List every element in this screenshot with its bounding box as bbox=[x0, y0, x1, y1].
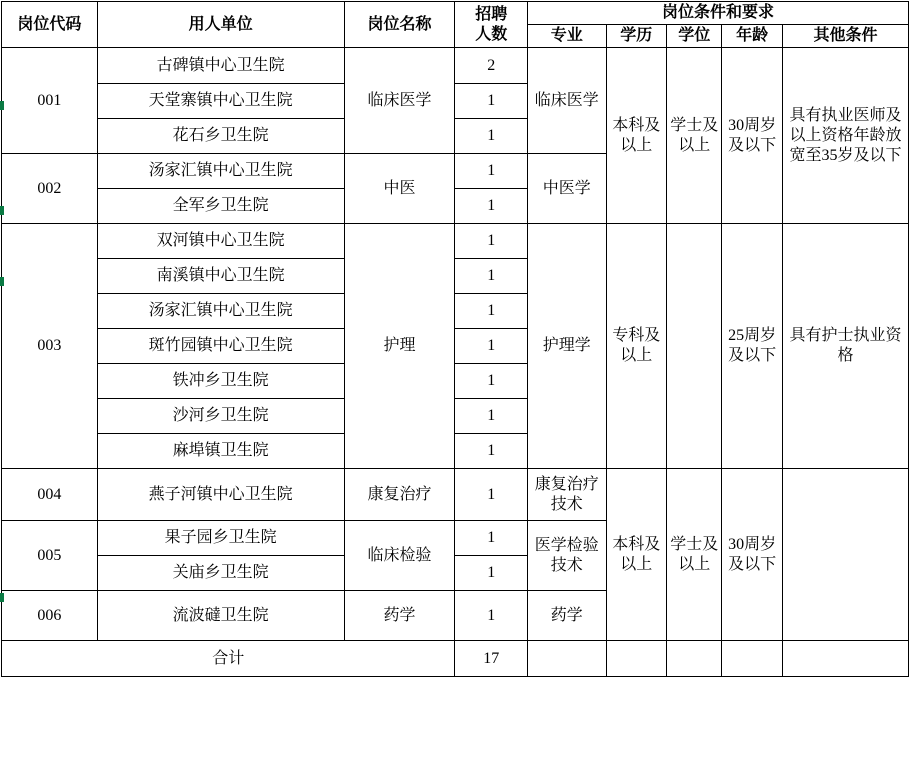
header-code: 岗位代码 bbox=[2, 2, 98, 48]
cell-count: 1 bbox=[455, 189, 528, 224]
cell-count: 1 bbox=[455, 84, 528, 119]
cell-count: 1 bbox=[455, 556, 528, 591]
cell-count: 1 bbox=[455, 434, 528, 469]
cell-code: 003 bbox=[2, 224, 98, 469]
table-header-row-1 bbox=[2, 2, 909, 25]
table-total-row bbox=[2, 641, 909, 677]
cell-other: 具有护士执业资格 bbox=[782, 224, 908, 469]
cell-education: 本科及以上 bbox=[606, 469, 666, 641]
cell-post-name: 临床检验 bbox=[344, 521, 455, 591]
cell-unit: 麻埠镇卫生院 bbox=[97, 434, 344, 469]
cell-major: 康复治疗技术 bbox=[527, 469, 606, 521]
header-recruit-count bbox=[455, 2, 528, 48]
cell-count: 1 bbox=[455, 364, 528, 399]
recruitment-table bbox=[1, 1, 909, 677]
cell-count: 1 bbox=[455, 224, 528, 259]
cell-post-name: 临床医学 bbox=[344, 48, 455, 154]
total-education-empty bbox=[606, 641, 666, 677]
cell-degree bbox=[667, 224, 722, 469]
cell-code: 002 bbox=[2, 154, 98, 224]
recruitment-table-sheet bbox=[0, 1, 911, 765]
row-marker-tick bbox=[0, 206, 4, 215]
cell-code: 005 bbox=[2, 521, 98, 591]
cell-count: 1 bbox=[455, 329, 528, 364]
cell-count: 1 bbox=[455, 119, 528, 154]
cell-post-name: 护理 bbox=[344, 224, 455, 469]
row-marker-tick bbox=[0, 101, 4, 110]
cell-unit: 双河镇中心卫生院 bbox=[97, 224, 344, 259]
cell-unit: 果子园乡卫生院 bbox=[97, 521, 344, 556]
cell-unit: 关庙乡卫生院 bbox=[97, 556, 344, 591]
cell-post-name: 药学 bbox=[344, 591, 455, 641]
cell-unit: 汤家汇镇中心卫生院 bbox=[97, 154, 344, 189]
cell-count: 2 bbox=[455, 48, 528, 84]
cell-major: 中医学 bbox=[527, 154, 606, 224]
cell-unit: 古碑镇中心卫生院 bbox=[97, 48, 344, 84]
cell-education: 专科及以上 bbox=[606, 224, 666, 469]
cell-code: 006 bbox=[2, 591, 98, 641]
cell-education: 本科及以上 bbox=[606, 48, 666, 224]
total-label: 合计 bbox=[2, 641, 455, 677]
total-degree-empty bbox=[667, 641, 722, 677]
cell-major: 药学 bbox=[527, 591, 606, 641]
cell-unit: 铁冲乡卫生院 bbox=[97, 364, 344, 399]
header-age: 年龄 bbox=[722, 25, 782, 48]
header-recruit-count-line2: 人数 bbox=[475, 25, 508, 43]
total-count: 17 bbox=[455, 641, 528, 677]
header-other: 其他条件 bbox=[782, 25, 908, 48]
cell-age: 30周岁及以下 bbox=[722, 469, 782, 641]
header-recruit-count-line1: 招聘 bbox=[475, 5, 508, 23]
header-post-name: 岗位名称 bbox=[344, 2, 455, 48]
cell-major: 护理学 bbox=[527, 224, 606, 469]
table-row bbox=[2, 224, 909, 259]
cell-unit: 全军乡卫生院 bbox=[97, 189, 344, 224]
cell-count: 1 bbox=[455, 154, 528, 189]
header-unit: 用人单位 bbox=[97, 2, 344, 48]
cell-other bbox=[782, 469, 908, 641]
header-degree: 学位 bbox=[667, 25, 722, 48]
cell-major: 临床医学 bbox=[527, 48, 606, 154]
cell-code: 004 bbox=[2, 469, 98, 521]
cell-age: 25周岁及以下 bbox=[722, 224, 782, 469]
cell-count: 1 bbox=[455, 469, 528, 521]
cell-unit: 流波䃮卫生院 bbox=[97, 591, 344, 641]
cell-count: 1 bbox=[455, 399, 528, 434]
row-marker-tick bbox=[0, 593, 4, 602]
cell-unit: 南溪镇中心卫生院 bbox=[97, 259, 344, 294]
header-major: 专业 bbox=[527, 25, 606, 48]
row-marker-tick bbox=[0, 277, 4, 286]
cell-unit: 汤家汇镇中心卫生院 bbox=[97, 294, 344, 329]
cell-degree: 学士及以上 bbox=[667, 469, 722, 641]
cell-count: 1 bbox=[455, 259, 528, 294]
cell-count: 1 bbox=[455, 591, 528, 641]
total-major-empty bbox=[527, 641, 606, 677]
cell-count: 1 bbox=[455, 521, 528, 556]
cell-unit: 天堂寨镇中心卫生院 bbox=[97, 84, 344, 119]
cell-unit: 燕子河镇中心卫生院 bbox=[97, 469, 344, 521]
cell-unit: 斑竹园镇中心卫生院 bbox=[97, 329, 344, 364]
cell-code: 001 bbox=[2, 48, 98, 154]
cell-major: 医学检验技术 bbox=[527, 521, 606, 591]
cell-count: 1 bbox=[455, 294, 528, 329]
table-row bbox=[2, 48, 909, 84]
header-conditions-group: 岗位条件和要求 bbox=[527, 2, 908, 25]
header-education: 学历 bbox=[606, 25, 666, 48]
cell-post-name: 中医 bbox=[344, 154, 455, 224]
cell-age: 30周岁及以下 bbox=[722, 48, 782, 224]
cell-unit: 沙河乡卫生院 bbox=[97, 399, 344, 434]
total-other-empty bbox=[782, 641, 908, 677]
cell-other: 具有执业医师及以上资格年龄放宽至35岁及以下 bbox=[782, 48, 908, 224]
cell-degree: 学士及以上 bbox=[667, 48, 722, 224]
cell-post-name: 康复治疗 bbox=[344, 469, 455, 521]
total-age-empty bbox=[722, 641, 782, 677]
cell-unit: 花石乡卫生院 bbox=[97, 119, 344, 154]
table-row bbox=[2, 469, 909, 521]
